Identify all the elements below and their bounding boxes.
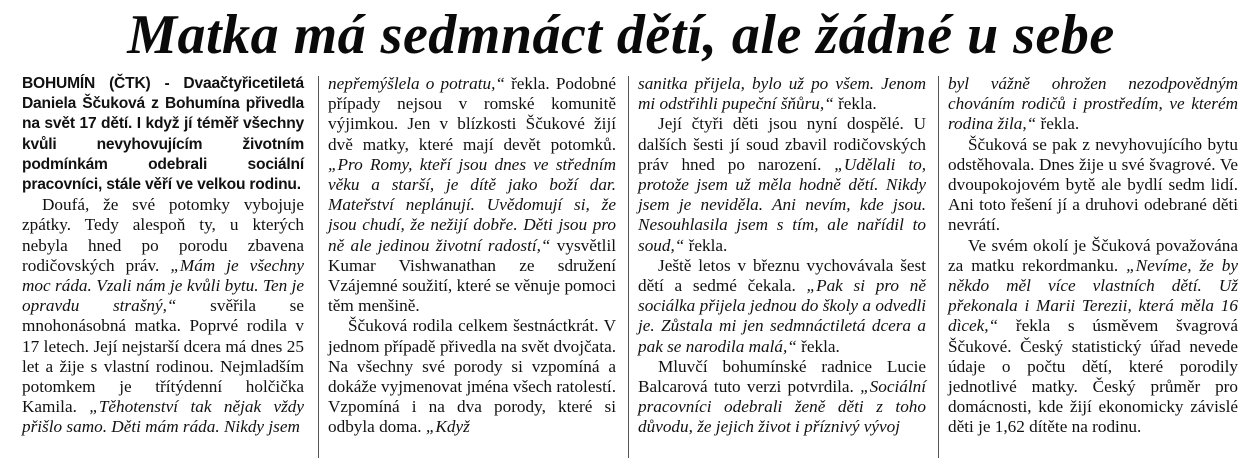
paragraph: Její čtyři děti jsou nyní dospělé. U dalších šesti jí soud zbavil rodičovských práv hned po narození. „Udělali to, protože jsem už měla hodně dětí. Nikdy jsem je neviděla. Ani nevím, kde jsou. Nesouhlasila jsem s tím, ale nařídil to soud,“ řekla. (638, 114, 926, 255)
column-3 (638, 74, 926, 438)
lead-paragraph: BOHUMÍN (ČTK) - Dvaačtyřicetiletá Daniela Ščuková z Bohumína přivedla na svět 17 dětí. I když jí téměř všechny kvůli nevyhovujícím životním podmínkám odebrali sociální pracovníci, stále věří ve velkou rodinu. (22, 75, 304, 194)
column-divider (938, 76, 939, 458)
headline: Matka má sedmnáct dětí, ale žádné u sebe (127, 4, 1115, 66)
paragraph: Ve svém okolí je Ščuková považována za matku rekordmanku. „Nevíme, že by někdo měl více vlastních dětí. Už překonala i Marii Terezii, která měla 16 dìcek,“ řekla s úsměvem švagrová Ščukové. Český statistický úřad nevede údaje o počtu dětí, které porodily jednotlivé matky. Český průměr pro domácnosti, kde žijí ekonomicky závislé děti je 1,62 dítěte na rodinu. (948, 235, 1239, 437)
paragraph: nepřemýšlela o potratu,“ řekla. Podobné případy nejsou v romské komunitě výjimkou. Jen v blízkosti Ščukové žijí dvě matky, které mají devět potomků. „Pro Romy, kteří jsou dnes ve středním věku a starší, je dítě jako boží dar. Mateřství neplánují. Uvědomují si, že jsou chudí, že nežijí dobře. Děti jsou pro ně ale jedinou životní radostí,“ vysvětlil Kumar Vishwanathan ze sdružení Vzájemné soužití, které se věnuje pomoci těm menšině. (328, 74, 617, 316)
paragraph: Mluvčí bohumínské radnice Lucie Balcarová tuto verzi potvrdila. „Sociální pracovníci odebrali ženě děti z toho důvodu, že jejich život i příznivý vývoj (638, 356, 926, 437)
column-divider (318, 76, 319, 458)
paragraph: Ščuková se pak z nevyhovujícího bytu odstěhovala. Dnes žije u své švagrové. Ve dvoupokojovém bytě ale bydlí sedm lidí. Ani toto řešení jí a druhovi odebrané děti nevrátí. (948, 134, 1238, 235)
column-divider (628, 76, 629, 458)
column-1 (22, 74, 304, 438)
column-4 (948, 74, 1238, 438)
column-2 (328, 74, 616, 438)
paragraph: Ještě letos v březnu vychovávala šest dětí a sedmé čekala. „Pak si pro ně sociálka přijela jednou do školy a odvedli je. Zůstala mi jen sedmnáctiletá dcera a pak se narodila malá,“ řekla. (638, 255, 926, 356)
paragraph: Ščuková rodila celkem šestnáctkrát. V jednom případě přivedla na svět dvojčata. Na všechny své porody si vzpomíná a dokáže vyjmenovat jména všech ratolestí. Vzpomíná i na dva porody, které si odbyla doma. „Když (328, 316, 616, 437)
paragraph: Doufá, že své potomky vybojuje zpátky. Tedy alespoň ty, u kterých nebyla hned po porodu zbavena rodičovských práv. „Mám je všechny moc ráda. Vzali nám je kvůli bytu. Ten je opravdu strašný,“ svěřila se mnohonásobná matka. Poprvé rodila v 17 letech. Její nejstarší dcera má dnes 25 let a žije s vlastní rodinou. Nejmladším potomkem je třítýdenní holčička Kamila. „Těhotenství tak nějak vždy přišlo samo. Děti mám ráda. Nikdy jsem (22, 195, 304, 437)
paragraph: sanitka přijela, bylo už po všem. Jenom mi odstřihli pupeční šňůru,“ řekla. (638, 74, 926, 114)
paragraph: byl vážně ohrožen nezodpovědným chováním rodičů i prostředím, ve kterém rodina žila,“ řekla. (948, 74, 1238, 134)
